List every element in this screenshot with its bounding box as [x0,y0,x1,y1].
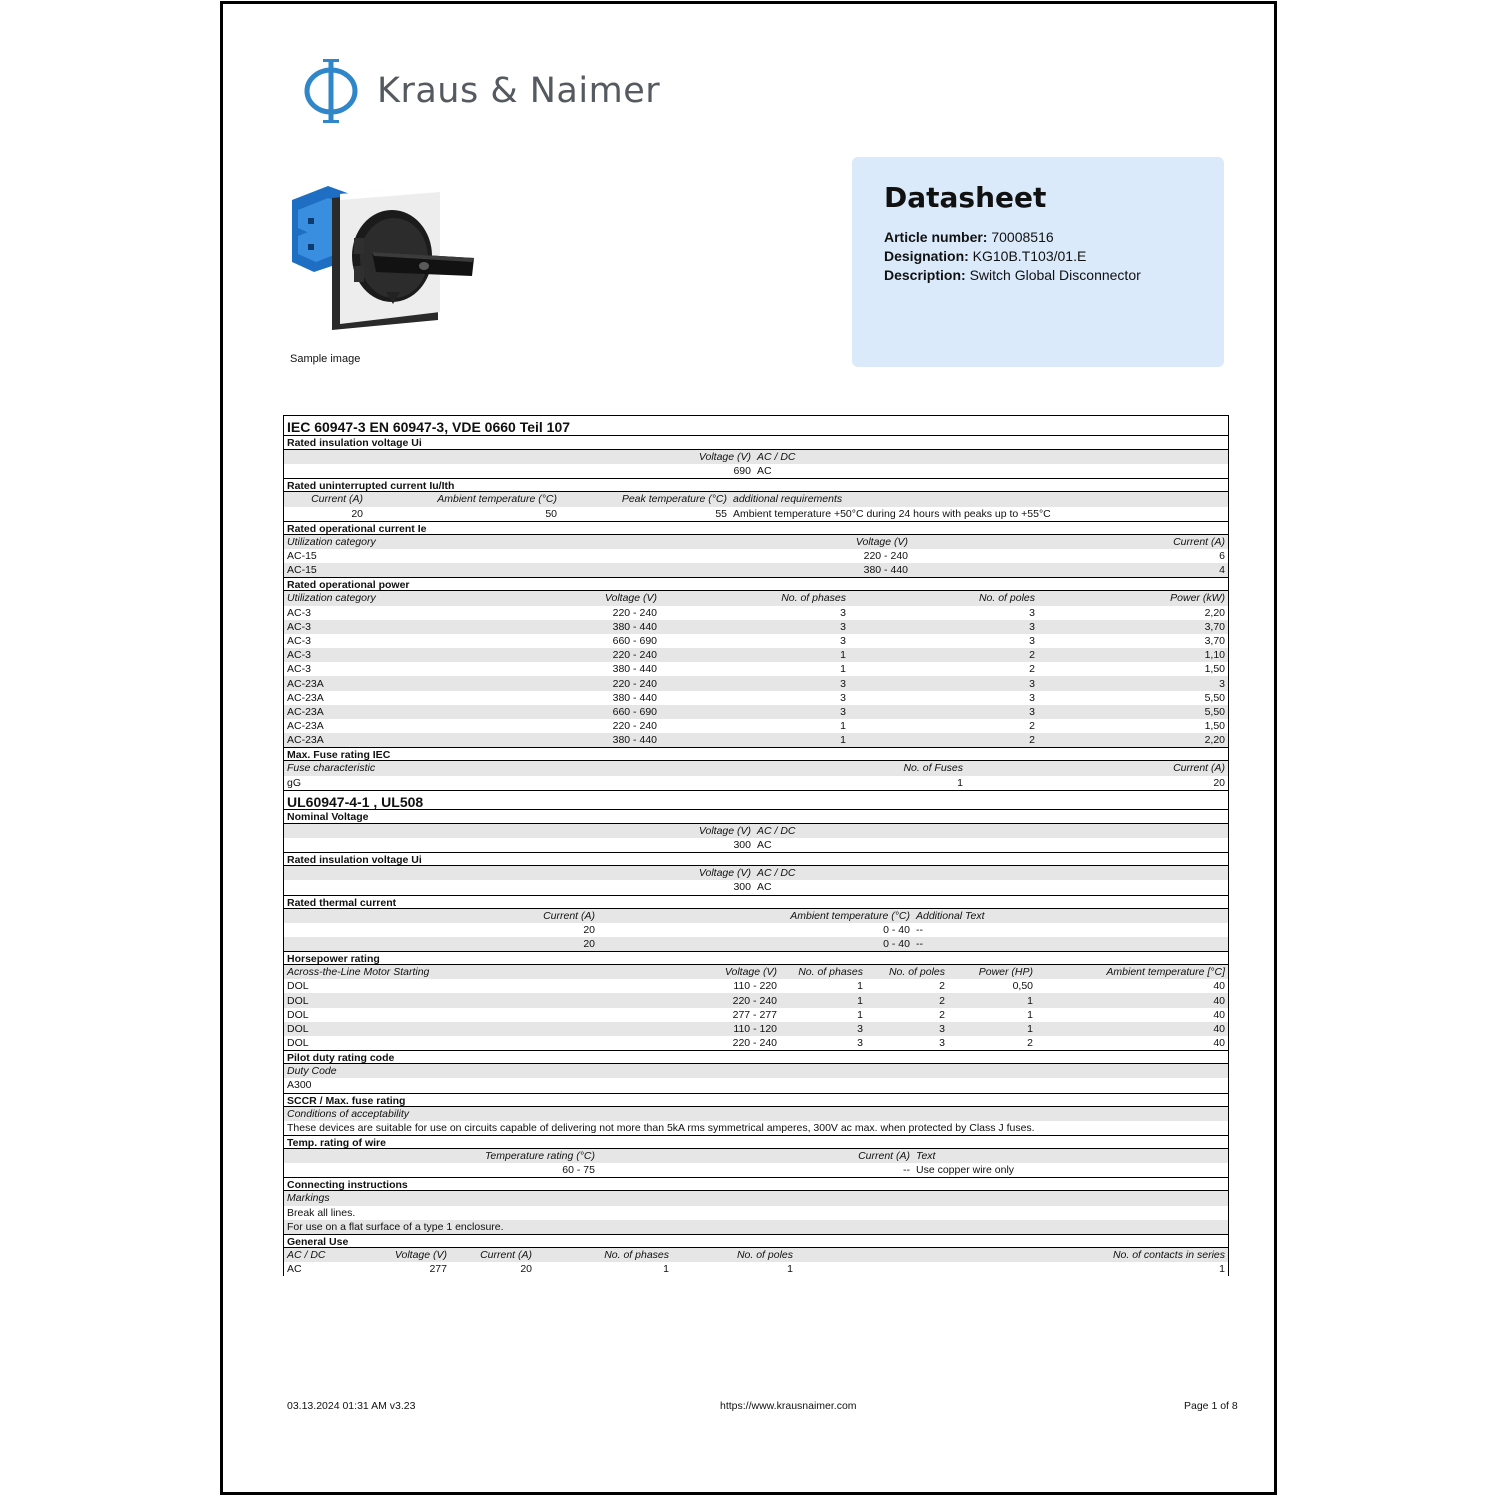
ul-section-title: UL60947-4-1 , UL508 [284,790,1228,810]
ul-ui-table: Voltage (V) AC / DC 300 AC [284,866,1228,894]
datasheet-info-box [852,157,1224,367]
brand-logo [303,57,663,127]
ul-connect-table: Markings Break all lines. For use on a flat surface of a type 1 enclosure. [284,1191,1228,1234]
product-caption: Sample image [290,353,361,365]
ul-sccr-title: SCCR / Max. fuse rating [284,1093,1228,1107]
ul-hp-title: Horsepower rating [284,951,1228,965]
ul-general-title: General Use [284,1234,1228,1248]
iec-ith-table: Current (A) Ambient temperature (°C) Peak temperature (°C) additional requirements 20 50 55 Ambient temperature +50°C during 24 hours with peaks up to +55°C [284,492,1228,520]
description: Description: Switch Global Disconnector [884,267,1141,283]
iec-power-title: Rated operational power [284,577,1228,591]
ul-wire-title: Temp. rating of wire [284,1135,1228,1149]
iec-ie-table: Utilization category Voltage (V) Current (A) AC-15 220 - 240 6 AC-15 380 - 440 4 [284,535,1228,578]
iec-fuse-table: Fuse characteristic No. of Fuses Current (A) gG 1 20 [284,761,1228,789]
iec-ie-title: Rated operational current Ie [284,521,1228,535]
footer-url[interactable]: https://www.krausnaimer.com [720,1400,857,1412]
brand-name: Kraus & Naimer [377,71,661,111]
phi-logo-icon [303,57,361,125]
ul-pilot-title: Pilot duty rating code [284,1050,1228,1064]
iec-ith-title: Rated uninterrupted current Iu/Ith [284,478,1228,492]
article-number: Article number: 70008516 [884,229,1054,245]
ul-hp-table: Across-the-Line Motor Starting Voltage (V) No. of phases No. of poles Power (HP) Ambient temperature [°C] DOL 110 - 220 1 2 0,50 40 DOL 220 - 240 1 2 1 40 DOL 277 - 277 1 2 1 40 DOL 110 - 120 3 3 1 40 DOL 220 - 240 3 3 2 40 [284,965,1228,1050]
iec-section-title: IEC 60947-3 EN 60947-3, VDE 0660 Teil 107 [284,416,1228,436]
designation: Designation: KG10B.T103/01.E [884,248,1087,264]
ul-thermal-title: Rated thermal current [284,895,1228,909]
ul-general-table: AC / DC Voltage (V) Current (A) No. of phases No. of poles No. of contacts in series AC 277 20 1 1 1 [284,1248,1228,1276]
ul-wire-table: Temperature rating (°C) Current (A) Text 60 - 75 -- Use copper wire only [284,1149,1228,1177]
iec-fuse-title: Max. Fuse rating IEC [284,747,1228,761]
footer-date: 03.13.2024 01:31 AM v3.23 [287,1400,416,1412]
ul-connect-title: Connecting instructions [284,1177,1228,1191]
page-title: Datasheet [884,181,1047,214]
spec-table [283,415,1229,1276]
ul-nominal-title: Nominal Voltage [284,810,1228,824]
ul-thermal-table: Current (A) Ambient temperature (°C) Additional Text 20 0 - 40 -- 20 0 - 40 -- [284,909,1228,952]
iec-ui-title: Rated insulation voltage Ui [284,436,1228,450]
product-image [288,180,478,330]
iec-ui-table: Voltage (V) AC / DC 690 AC [284,450,1228,478]
ul-pilot-table: Duty Code A300 [284,1064,1228,1092]
ul-sccr-table: Conditions of acceptability These devices are suitable for use on circuits capable of delivering not more than 5kA rms symmetrical amperes, 300V ac max. when protected by Class J fuses. [284,1107,1228,1135]
ul-nominal-table: Voltage (V) AC / DC 300 AC [284,824,1228,852]
ul-ui-title: Rated insulation voltage Ui [284,852,1228,866]
footer-page-number: Page 1 of 8 [1184,1400,1238,1412]
iec-power-table: Utilization category Voltage (V) No. of phases No. of poles Power (kW) AC-3 220 - 240 3 3 2,20 AC-3 380 - 440 3 3 3,70 AC-3 660 - 690 3 3 3,70 AC-3 220 - 240 1 2 1,10 AC-3 380 - 440 1 2 1,50 AC-23A 220 - 240 3 3 3 AC-23A 380 - 440 3 3 5,50 AC-23A 660 - 690 3 3 5,50 AC-23A 220 - 240 1 2 1,50 AC-23A 380 - 440 1 2 2,20 [284,591,1228,747]
